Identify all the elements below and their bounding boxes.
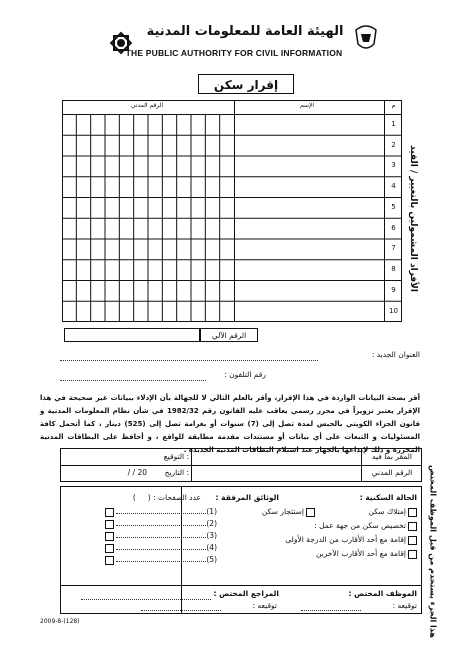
- row-number: 8: [391, 265, 396, 274]
- signature-label: : التوقيع: [163, 452, 189, 461]
- member-name-field[interactable]: [235, 240, 383, 259]
- authority-name-english: THE PUBLIC AUTHORITY FOR CIVIL INFORMATION: [125, 48, 343, 58]
- row-number: 2: [391, 140, 396, 149]
- declarant-label: المقر بما فيه: [372, 452, 412, 461]
- rent-checkbox[interactable]: [306, 508, 315, 517]
- row-number: 3: [391, 161, 396, 170]
- option-own[interactable]: إمتلاك سكن: [323, 507, 419, 517]
- header-number: م: [391, 102, 396, 109]
- option-relative-first[interactable]: إقامة مع أحد الأقارب من الدرجة الأولى: [231, 535, 419, 545]
- member-name-field[interactable]: [235, 302, 383, 321]
- document-item-number: (5): [206, 555, 217, 564]
- employee-label: الموظف المختص :: [348, 589, 417, 598]
- document-checkbox[interactable]: [105, 508, 114, 517]
- kuwait-emblem: [353, 24, 379, 54]
- header-civil-id: الرقم المدني: [130, 102, 164, 109]
- document-item-number: (4): [206, 543, 217, 552]
- member-name-field[interactable]: [235, 219, 383, 238]
- member-name-field[interactable]: [235, 261, 383, 280]
- row-number: 1: [391, 119, 396, 128]
- date-value[interactable]: 20 / /: [127, 468, 147, 477]
- row-number: 5: [391, 202, 396, 211]
- kuwait-emblem-icon: [353, 24, 379, 54]
- document-item: [71, 543, 217, 553]
- member-name-field[interactable]: [235, 199, 383, 218]
- reviewer-sign-field[interactable]: [141, 610, 221, 611]
- auto-number-field[interactable]: [64, 328, 200, 342]
- declaration-text: أقر بصحة البيانات الواردة في هذا الإقرار، وأقر بالعلم التالي لا للجهالة بأن الإدلاء ببيانات غير صحيحة في هذا الإقرار يعتبر تزويراً في محرر رسمي يعاقب عليه القانون رقم 1982/32 في شأن نظام المعلومات المدنية و قانون الجزاء الكويتي بالحبس لمدة تصل إلى (7) سنوات أو بغرامة تصل إلى (525) دينار ، كما أتحمل كافة المسئوليات و التبعات على أي بيانات أو مستندات مقدمة مطابقة للواقع ، و أحافظ على البطاقات المدنية المحررة و ذلك لإبداعها بالجهاز عند استلام البطاقات المدنية الجديدة .: [40, 394, 420, 454]
- phone-label: رقم التلفون :: [224, 370, 266, 379]
- phone-field[interactable]: [60, 380, 206, 381]
- form-title: إقرار سكن: [198, 74, 294, 94]
- document-item-number: (1): [206, 507, 217, 516]
- reviewer-label: المراجع المختص :: [213, 589, 279, 598]
- date-label: : التاريخ: [164, 468, 189, 477]
- row-number: 4: [391, 182, 396, 191]
- document-item: [71, 507, 217, 517]
- member-name-field[interactable]: [235, 136, 383, 155]
- member-name-field[interactable]: [235, 282, 383, 301]
- document-item-number: (3): [206, 531, 217, 540]
- auto-number-label: الرقم الآلي: [200, 328, 258, 342]
- option-relative-other[interactable]: إقامة مع أحد الأقارب الآخرين: [251, 549, 419, 559]
- employee-sign-field[interactable]: [301, 610, 361, 611]
- office-block: [60, 486, 422, 614]
- row-number: 10: [389, 306, 398, 315]
- new-address-label: العنوان الجديد :: [371, 350, 420, 359]
- sign-block: [60, 448, 422, 482]
- row-number: 7: [391, 244, 396, 253]
- civil-no-field[interactable]: [193, 466, 359, 480]
- reviewer-sign-label: توقيعه :: [252, 601, 277, 610]
- civil-no-label: الرقم المدني: [371, 468, 413, 477]
- employee-sign-label: توقيعه :: [392, 601, 417, 610]
- authority-name-arabic: الهيئة العامة للمعلومات المدنية: [146, 24, 344, 39]
- document-field[interactable]: [116, 549, 206, 550]
- document-checkbox[interactable]: [105, 520, 114, 529]
- document-item: [71, 555, 217, 565]
- members-table: [62, 100, 402, 322]
- employer-checkbox[interactable]: [408, 522, 417, 531]
- members-side-label: الأفراد المشمولين بالتغيير / القيد: [408, 144, 418, 292]
- row-number: 6: [391, 223, 396, 232]
- header-name: الإسم: [299, 102, 315, 109]
- document-item-number: (2): [206, 519, 217, 528]
- new-address-field[interactable]: [60, 360, 318, 361]
- office-side-label: هذا الجزء يستخدم من قبل الموظف المختص: [428, 464, 438, 638]
- member-name-field[interactable]: [235, 157, 383, 176]
- row-number: 9: [391, 285, 396, 294]
- document-field[interactable]: [116, 525, 206, 526]
- document-checkbox[interactable]: [105, 556, 114, 565]
- document-checkbox[interactable]: [105, 532, 114, 541]
- member-name-field[interactable]: [235, 178, 383, 197]
- housing-status-label: الحالة السكنية :: [359, 493, 417, 502]
- reviewer-field[interactable]: [81, 599, 211, 600]
- footer-code: 2009-8-(128): [40, 618, 80, 625]
- declarant-field[interactable]: [193, 450, 359, 464]
- option-rent[interactable]: إستئجار سكن: [231, 507, 317, 517]
- member-name-field[interactable]: [235, 116, 383, 135]
- pages-label: عدد الصفحات : ( ): [132, 493, 201, 502]
- document-checkbox[interactable]: [105, 544, 114, 553]
- option-employer[interactable]: تخصيص سكن من جهة عمل :: [251, 521, 419, 531]
- document-item: [71, 519, 217, 529]
- document-field[interactable]: [116, 561, 206, 562]
- own-checkbox[interactable]: [408, 508, 417, 517]
- document-item: [71, 531, 217, 541]
- relative-first-checkbox[interactable]: [408, 536, 417, 545]
- document-field[interactable]: [116, 537, 206, 538]
- documents-label: الوثائق المرفقة :: [215, 493, 279, 502]
- document-field[interactable]: [116, 513, 206, 514]
- relative-other-checkbox[interactable]: [408, 550, 417, 559]
